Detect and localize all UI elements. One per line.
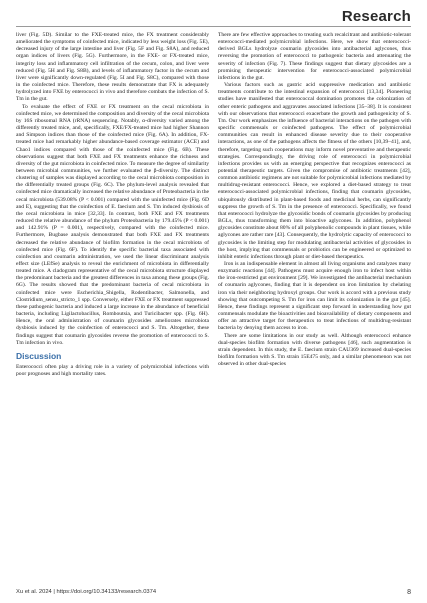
journal-title: Research [341,8,411,25]
right-column [218,32,411,368]
body-paragraph: Enterococci often play a driving role in a variety of polymicrobial infections with poor prognoses and high mortality rates. [16,363,209,378]
left-column [16,32,209,378]
page-number: 8 [407,589,411,596]
body-paragraph: Iron is an indispensable element in almost all living organisms and catalyzes many enzymatic reactions [44]. Pathogens must acquire enough iron to infect host within the iron-restricted gut environment [29]. We investigated the antibacterial mechanism of coumarin aglycones, finding that it is dependent on iron limitation by chelating iron via their neighboring hydroxyl groups. Our work is accord with a previous study showing that outcompeting S. Tm for iron can limit its colonization in the gut [45]. Hence, these findings represent a significant step forward in understanding how gut commensals modulate the bioactivities and bioavailability of dietary components and offer an attractive target for therapeutics to treat infections of multidrug-resistant bacteria by denying them access to iron. [218,261,411,332]
body-paragraph: liver (Fig. 5D). Similar to the FXE-treated mice, the FX treatment considerably ameliorated the symptoms of coinfected mice, indicated by less weight loss (Fig. 5E), decreased injury of the large intestine and liver (Fig. 5F and Fig. S8A), and reduced organ indices of livers (Fig. 5G). Furthermore, in the FXE- or FX-treated mice, integrity loss and inflammatory cell infiltration of the cecum, colon, and liver were reduced (Fig. 5H and Fig. S8B), and levels of inflammatory factor in the cecum and liver were significantly down-regulated (Fig. 5I and Fig. S8C), compared with those in the coinfected mice. Therefore, these results demonstrate that FX is adequately hydrolyzed into FXE by enterococci in vivo and therefore combats the infection of S. Tm in the gut. [16,32,209,103]
page-header [0,0,427,30]
footer-citation: Xu et al. 2024 | https://doi.org/10.34133/research.0374 [16,589,157,595]
body-paragraph: Various factors such as gastric acid suppressive medication and antibiotic treatments contribute to the intestinal expansion of enterococci [13,34]. Pioneering studies have manifested that enterococcal domination promotes the colonization of other enteric pathogens and aggravates associated infections [35–38]. It is consistent with our observations that enterococci exacerbate the growth and pathogenicity of S. Tm. Our work emphasizes the influence of bacterial interactions on the pathogen with specific commensals or coinfected pathogens. The effect of polymicrobial communities can result in enhanced disease severity due to their cooperative interactions, as one of the pathogens affects the fitness of the others [10,39–41], and, therefore, targeting such cooperations may inform novel preventative and therapeutic strategies. Correspondingly, the driving role of enterococci in polymicrobial infections provides us with an emerging perspective that recognizes enterococci as potential therapeutic targets. Given the compromise of antibiotic treatments [42], common antibiotic regimens are not suitable for polymicrobial infections mediated by multidrug-resistant enterococci. Hence, we explored a diet-based strategy to treat enterococci-associated polymicrobial infections, finding that coumarin glycosides, ubiquitously distributed in plant-based foods and medicinal herbs, can significantly suppress the growth of S. Tm in the presence of enterococci. Specifically, we found that enterococci hydrolyze the glycosidic bonds of coumarin glycosides by producing BGLs, thus transforming them into bioactive aglycones. In addition, polyphenol glycosides constitute about 80% of all polyphenolic compounds in plant tissues, while aglycones are rather rare [43]. Consequently, the hydrolytic capacity of enterococci to glycosides is the limiting step for modulating antibacterial activities of glycosides in the host, implying that commensals or probiotics can be engineered or optimized to inhibit enteric infections through plant or diet-based therapeutics. [218,82,411,260]
header-divider [16,26,411,27]
section-heading-discussion: Discussion [16,350,62,361]
body-paragraph: There are few effective approaches to treating such recalcitrant and antibiotic-tolerant enterococci-mediated polymicrobial infections. Here, we show that enterococci-derived BGLs hydrolyze coumarin glycosides into antibacterial aglycones, thus reversing the promotion of enterococci to pathogenic bacteria and attenuating the severity of infection (Fig. 7). These findings suggest that dietary glycosides are a promising therapeutic intervention for enterococci-associated polymicrobial infections in the gut. [218,32,411,81]
body-paragraph: There are some limitations in our study as well. Although enterococci enhance dual-species biofilm formation with diverse pathogens [46], such augmentation is strain dependent. In this study, the E. faecium strain CAU369 increased dual-species biofilm formation with S. Tm strain 15E475 only, and a similar phenomenon was not observed in other dual-species [218,332,411,368]
body-paragraph: To evaluate the effect of FXE or FX treatment on the cecal microbiota in coinfected mice, we determined the composition and diversity of the cecal microbiota by 16S ribosomal RNA (rRNA) sequencing. Notably, α-diversity varied among the differently treated mice, and, specifically, FXE/FX-treated mice had higher Shannon and Simpson indices than those of the coinfected mice (Fig. 6A). In addition, FX-treated mice had remarkably higher abundance-based coverage estimator (ACE) and Chao1 indices compared with those of the coinfected mice (Fig. 6B). These observations suggest that both FXE and FX treatments enhance the richness and diversity of the gut microbiota in coinfected mice. To measure the degree of similarity between microbial communities, we further evaluated the β-diversity. The distinct clustering of samples was displayed according to the cecal microbiota composition in the differentially treated groups (Fig. 6C). The phylum-level analysis revealed that coinfected mice dramatically increased the relative abundance of Proteobacteria in the cecal microbiota (539.08% (P < 0.001) compared with the uninfected mice (Fig. 6D and E), suggesting that the coinfection of E. faecium and S. Tm induced dysbiosis of the cecal microbiota in mice [32,33]. In contrast, both FXE and FX treatments reduced the relative abundance of the phylum Proteobacteria by 179.45% (P < 0.001) and 142.91% (P = 0.001), respectively, compared with the coinfected mice. Furthermore, Bugbase analysis demonstrated that both FXE and FX treatments decreased the relative abundance of biofilm formation in the cecal microbiota of coinfected mice (Fig. 6F). To identify the specific bacterial taxa associated with coinfection and coumarin administration, we used the linear discriminant analysis effect size (LEfSe) analysis to reveal the enrichment of microbiota in differentially treated mice. A cladogram representative of the cecal microbiota structure displayed the predominant bacteria and the greatest differences in taxa among these groups (Fig. 6G). The results showed that the predominant bacteria of cecal microbiota in coinfected mice were Escherichia_Shigella, Rodentibacter, Salmonella, and Clostridium_sensu_stricto_1 spp. Conversely, either FXE or FX treatment suppressed these pathogenic bacteria and induced a large increase in the abundance of beneficial bacteria, including Ligilactobacillus, Romboutsia, and Turicibacter spp. (Fig. 6H). Hence, the oral administration of coumarin glycosides ameliorates microbiota dysbiosis induced by the coinfection of enterococci and S. Tm. Altogether, these findings suggest that coumarin glycosides reverse the promotion of enterococci to S. Tm infection in vivo. [16,103,209,346]
page-footer [16,589,411,599]
